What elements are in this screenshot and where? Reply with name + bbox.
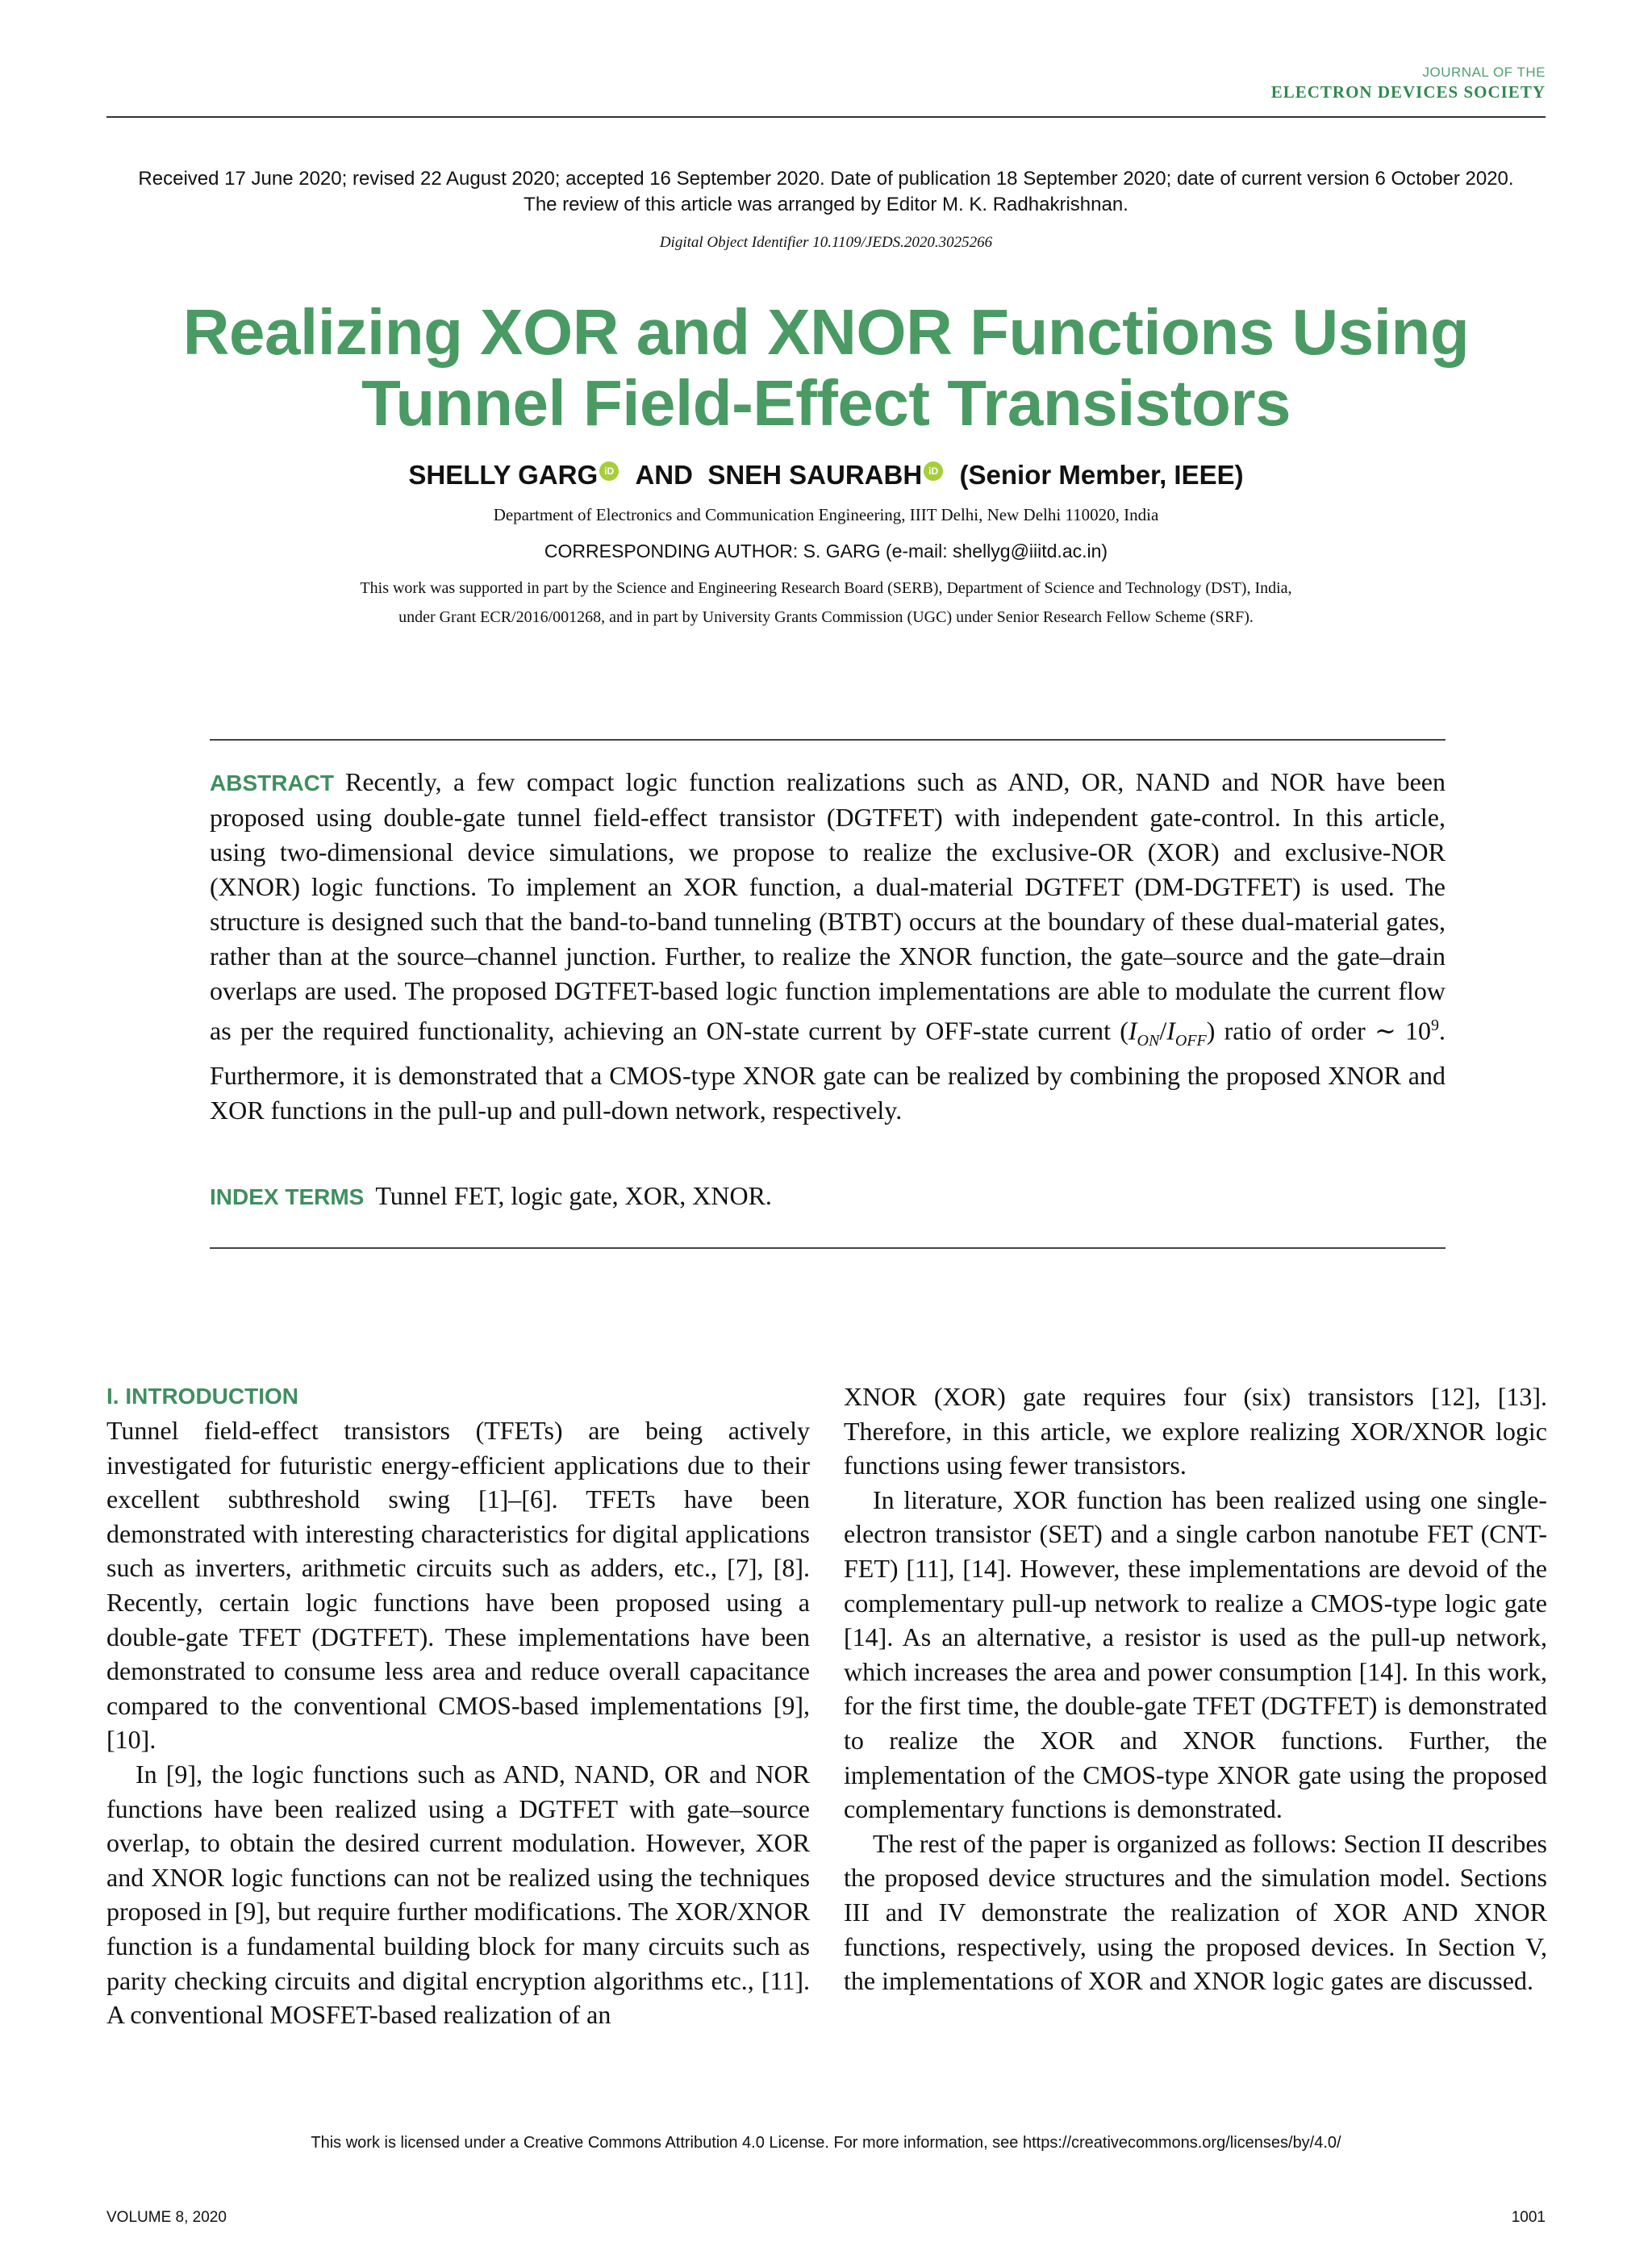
- funding-line-1: This work was supported in part by the Science and Engineering Research Board (SERB), Department of Science and Technology (DST), India,: [360, 579, 1292, 597]
- math-i: I: [1128, 1016, 1137, 1046]
- author-name[interactable]: SNEH SAURABH: [707, 460, 923, 490]
- abstract-text: . Furthermore, it is demonstrated that a CMOS-type XNOR gate can be realized by combining the proposed XNOR and XOR functions in the pull-up and pull-down network, respectively.: [210, 1016, 1446, 1125]
- body-paragraph: In [9], the logic functions such as AND, NAND, OR and NOR functions have been realized using a DGTFET with gate–source overlap, to obtain the desired current modulation. However, XOR and XNOR logic functions can not be realized using the techniques proposed in [9], but require further modifications. The XOR/XNOR function is a fundamental building block for many circuits such as parity checking circuits and digital encryption algorithms etc., [11]. A conventional MOSFET-based realization of an: [106, 1759, 810, 2030]
- abstract-rule-top: [210, 739, 1446, 741]
- math-sub-on: ON: [1137, 1032, 1160, 1050]
- title-line-2: Tunnel Field-Effect Transistors: [361, 367, 1291, 439]
- page-number: 1001: [1511, 2209, 1546, 2226]
- author-separator: AND: [635, 460, 693, 490]
- math-i: I: [1166, 1016, 1175, 1046]
- corresponding-author: CORRESPONDING AUTHOR: S. GARG (e-mail: shellyg@iiitd.ac.in): [544, 541, 1108, 562]
- journal-name-line2: ELECTRON DEVICES SOCIETY: [1270, 82, 1546, 102]
- section-heading: I. INTRODUCTION: [106, 1384, 298, 1409]
- body-paragraph-continued: XNOR (XOR) gate requires four (six) transistors [12], [13]. Therefore, in this article, we explore realizing XOR/XNOR logic functions using fewer transistors.: [844, 1382, 1547, 1480]
- author-membership: (Senior Member, IEEE): [959, 460, 1244, 490]
- body-column-left: [106, 1380, 810, 2032]
- body-paragraph: In literature, XOR function has been realized using one single-electron transistor (SET) and a single carbon nanotube FET (CNT-FET) [11], [14]. However, these implementations are devoid of the complementary pull-up network to realize a CMOS-type logic gate [14]. As an alternative, a resistor is used as the pull-up network, which increases the area and power consumption [14]. In this work, for the first time, the double-gate TFET (DGTFET) is demonstrated to realize the XOR and XNOR functions. Further, the implementation of the CMOS-type XNOR gate using the proposed complementary functions is demonstrated.: [844, 1484, 1547, 1824]
- abstract: [210, 765, 1446, 1128]
- index-terms-label: INDEX TERMS: [210, 1184, 365, 1209]
- orcid-icon[interactable]: iD: [599, 461, 619, 481]
- doi[interactable]: Digital Object Identifier 10.1109/JEDS.2020.3025266: [659, 234, 993, 251]
- journal-name-line1: JOURNAL OF THE: [1422, 65, 1546, 80]
- abstract-label: ABSTRACT: [210, 770, 334, 795]
- body-paragraph: The rest of the paper is organized as follows: Section II describes the proposed device structures and the simulation model. Sections III and IV demonstrate the realization of XOR AND XNOR functions, respectively, using the proposed devices. In Section V, the implementations of XOR and XNOR logic gates are discussed.: [844, 1828, 1547, 1996]
- abstract-text: Recently, a few compact logic function realizations such as AND, OR, NAND and NOR have been proposed using double-gate tunnel field-effect transistor (DGTFET) with independent gate-control. In this article, using two-dimensional device simulations, we propose to realize the exclusive-OR (XOR) and exclusive-NOR (XNOR) logic functions. To implement an XOR function, a dual-material DGTFET (DM-DGTFET) is used. The structure is designed such that the band-to-band tunneling (BTBT) occurs at the boundary of these dual-material gates, rather than at the source–channel junction. Further, to realize the XNOR function, the gate–source and the gate–drain overlaps are used. The proposed DGTFET-based logic function implementations are able to modulate the current flow as per the required functionality, achieving an ON-state current by OFF-state current (: [210, 767, 1446, 1046]
- orcid-icon[interactable]: iD: [924, 461, 943, 481]
- body-paragraph: Tunnel field-effect transistors (TFETs) are being actively investigated for futuristic energy-efficient applications due to their excellent subthreshold swing [1]–[6]. TFETs have been demonstrated with interesting characteristics for digital applications such as inverters, arithmetic circuits such as adders, etc., [7], [8]. Recently, certain logic functions have been proposed using a double-gate TFET (DGTFET). These implementations have been demonstrated to consume less area and reduce overall capacitance compared to the conventional CMOS-based implementations [9], [10].: [106, 1416, 810, 1755]
- author-list: [0, 460, 1652, 491]
- math-sub-off: OFF: [1174, 1032, 1207, 1050]
- paper-title: [0, 297, 1652, 439]
- title-line-1: Realizing XOR and XNOR Functions Using: [182, 296, 1470, 368]
- license-notice: This work is licensed under a Creative Commons Attribution 4.0 License. For more information, see https://creativecommons.org/licenses/by/4.0/: [311, 2134, 1341, 2152]
- author-name[interactable]: SHELLY GARG: [408, 460, 599, 490]
- editor-note: The review of this article was arranged by Editor M. K. Radhakrishnan.: [524, 194, 1128, 215]
- index-terms: [210, 1181, 772, 1211]
- funding-line-2: under Grant ECR/2016/001268, and in part by University Grants Commission (UGC) under Senior Research Fellow Scheme (SRF).: [398, 608, 1254, 626]
- volume-footer: VOLUME 8, 2020: [106, 2209, 227, 2226]
- abstract-text: ) ratio of order ∼ 10: [1206, 1016, 1431, 1046]
- math-slash: /: [1159, 1016, 1167, 1046]
- body-column-right: [844, 1380, 1547, 1998]
- math-exponent: 9: [1431, 1017, 1439, 1034]
- abstract-rule-bottom: [210, 1247, 1446, 1249]
- affiliation: Department of Electronics and Communication Engineering, IIIT Delhi, New Delhi 110020, India: [493, 505, 1159, 524]
- received-dates: Received 17 June 2020; revised 22 August 2020; accepted 16 September 2020. Date of publication 18 September 2020; date of current version 6 October 2020.: [138, 168, 1514, 190]
- index-terms-text: Tunnel FET, logic gate, XOR, XNOR.: [375, 1181, 772, 1210]
- header-rule: [106, 116, 1546, 118]
